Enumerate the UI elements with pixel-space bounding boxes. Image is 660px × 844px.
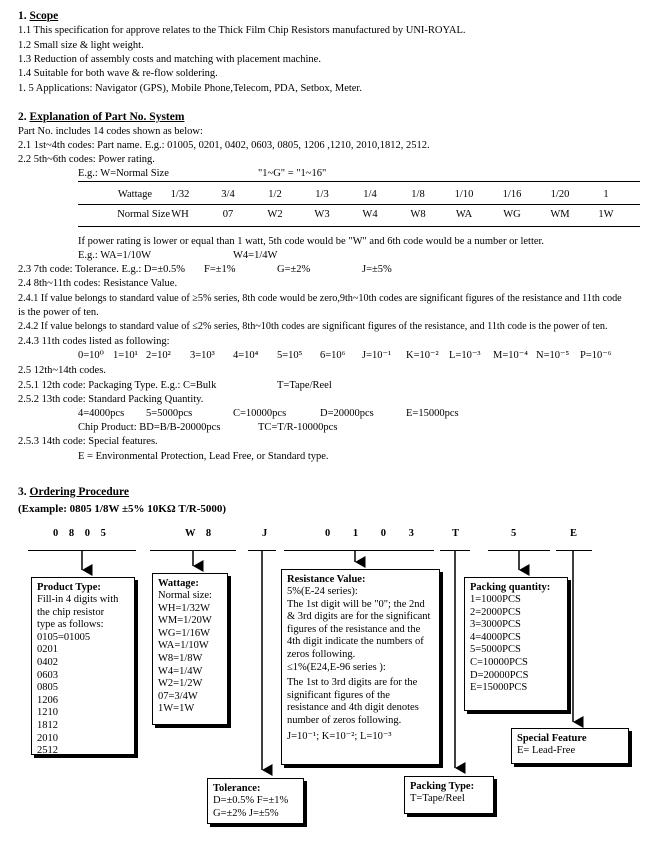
box-title: Wattage: [158, 578, 199, 589]
tolerance-box [207, 778, 304, 824]
line-2-4-2: 2.4.2 If value belongs to standard value of ≤2% series, 8th~10th codes are significant figures of the resistance, and 11th code is the power of ten. [18, 321, 608, 332]
pack-qty: D=20000pcs [320, 408, 374, 419]
ordering-example: (Example: 0805 1/8W ±5% 10KΩ T/R-5000) [18, 503, 227, 515]
box-line: 2010 [37, 732, 58, 744]
box-line: 1W=1W [158, 703, 195, 715]
power-code: N=10⁻⁵ [536, 350, 570, 361]
box-line: 1812 [37, 719, 58, 731]
power-code: 5=10⁵ [277, 350, 303, 361]
section-title: Scope [29, 10, 59, 22]
scope-line-2: 1.2 Small size & light weight. [18, 40, 144, 51]
box-line: WH=1/32W [158, 602, 210, 614]
box-line: 1206 [37, 694, 58, 706]
power-code: M=10⁻⁴ [493, 350, 528, 361]
scope-line-3: 1.3 Reduction of assembly costs and matching with placement machine. [18, 54, 321, 65]
power-code: 3=10³ [190, 350, 215, 361]
line-2-4-3: 2.4.3 11th codes listed as following: [18, 336, 170, 347]
section-number: 2. [18, 111, 27, 123]
box-line: D=20000PCS [470, 669, 529, 681]
tolerance-g: G=±2% [277, 264, 311, 275]
box-line: number of zeros following. [287, 714, 402, 726]
box-line: & 3rd digits are for the significant [287, 611, 431, 623]
line-2-5-2: 2.5.2 13th code: Standard Packing Quantity. [18, 394, 204, 405]
box-line: significant figures of the [287, 689, 390, 701]
pack-qty: 4=4000pcs [78, 408, 125, 419]
product-type-box [31, 577, 135, 755]
line-2-5-1b: T=Tape/Reel [277, 380, 332, 391]
line-2-1: 2.1 1st~4th codes: Part name. E.g.: 01005, 0201, 0402, 0603, 0805, 1206 ,1210, 2010,1812, 2512. [18, 140, 430, 151]
box-line: Normal size: [158, 590, 212, 601]
section-number: 3. [18, 486, 27, 498]
table-cell: WM [550, 208, 570, 220]
box-line: T=Tape/Reel [410, 793, 465, 804]
box-line: zeros following. [287, 648, 356, 660]
box-line: the chip resistor [37, 606, 105, 618]
code-packing-type: T [452, 528, 464, 539]
resistance-box [281, 569, 440, 765]
power-eg-1: E.g.: WA=1/10W [78, 250, 152, 261]
power-code: 0=10⁰ [78, 350, 104, 361]
box-title: Packing quantity: [470, 582, 551, 593]
box-line: The 1st digit will be "0"; the 2nd [287, 598, 425, 610]
section-number: 1. [18, 10, 27, 22]
power-eg-2: W4=1/4W [233, 250, 278, 261]
box-line: 2512 [37, 745, 58, 757]
line-2-4-1a: 2.4.1 If value belongs to standard value of ≥5% series, 8th code would be zero,9th~10th codes are significant figures of the resistance and 11th code [18, 293, 622, 304]
box-line: W2=1/2W [158, 678, 203, 690]
wattage-box [152, 573, 228, 725]
table-cell: W4 [362, 208, 378, 220]
pack-qty: 5=5000pcs [146, 408, 193, 419]
pack-qty: E=15000pcs [406, 408, 459, 419]
table-cell: W3 [314, 208, 330, 220]
table-cell: 1/20 [550, 188, 570, 200]
line-2-4: 2.4 8th~11th codes: Resistance Value. [18, 278, 178, 289]
scope-line-5: 1. 5 Applications: Navigator (GPS), Mobile Phone,Telecom, PDA, Setbox, Meter. [18, 83, 362, 94]
table-cell: W8 [410, 208, 426, 220]
table-cell: 1/2 [268, 188, 282, 200]
scope-line-4: 1.4 Suitable for both wave & re-flow soldering. [18, 68, 218, 79]
chip-product: Chip Product: BD=B/B-20000pcs [78, 422, 221, 433]
box-line: figures of the resistance and the [287, 623, 421, 635]
box-line: D=±0.5% F=±1% [213, 795, 289, 806]
code-tolerance: J [262, 528, 272, 539]
special-feature-box [511, 728, 629, 764]
box-line: 0603 [37, 669, 58, 681]
box-line: 5=5000PCS [470, 644, 521, 656]
line-2-2: 2.2 5th~6th codes: Power rating. [18, 154, 155, 165]
box-line: type as follows: [37, 619, 104, 631]
table-cell: 1/4 [363, 188, 377, 200]
code-wattage: W 8 [185, 528, 216, 539]
pack-qty: C=10000pcs [233, 408, 287, 419]
box-line: 0805 [37, 682, 58, 694]
box-line: 4th digit indicate the numbers of [287, 636, 424, 648]
box-line: 2=2000PCS [470, 606, 521, 618]
table-cell: 3/4 [221, 188, 235, 200]
power-code: J=10⁻¹ [362, 350, 392, 361]
table-cell: 1W [598, 208, 614, 220]
box-line: Fill-in 4 digits with [37, 594, 119, 605]
box-title: Resistance Value: [287, 574, 366, 585]
line-2-4-1b: is the power of ten. [18, 307, 99, 318]
box-line: W8=1/8W [158, 652, 203, 664]
box-line: 1=1000PCS [470, 594, 521, 605]
table-cell: 1 [603, 188, 609, 200]
box-line: E= Lead-Free [517, 745, 576, 756]
code-resistance: 0 1 0 3 [325, 528, 424, 539]
scope-line-1: 1.1 This specification for approve relates to the Thick Film Chip Resistors manufactured by UNI-ROYAL. [18, 25, 466, 36]
power-code: 2=10² [146, 350, 171, 361]
chip-product-tc: TC=T/R-10000pcs [258, 422, 338, 433]
power-code: 4=10⁴ [233, 350, 259, 361]
line-2-5: 2.5 12th~14th codes. [18, 365, 106, 376]
table-cell: 1/3 [315, 188, 329, 200]
box-line: C=10000PCS [470, 656, 528, 668]
box-line: 4=4000PCS [470, 631, 521, 643]
box-title: Special Feature [517, 733, 587, 744]
power-code: 6=10⁶ [320, 350, 346, 361]
box-line: ≤1%(E24,E-96 series ): [287, 661, 386, 673]
power-code: L=10⁻³ [449, 350, 481, 361]
box-line: 1210 [37, 707, 58, 719]
box-line: 0402 [37, 656, 58, 668]
table-cell: 1/32 [170, 188, 190, 200]
box-line: 07=3/4W [158, 690, 198, 702]
table-cell: 1/10 [454, 188, 474, 200]
partno-intro: Part No. includes 14 codes shown as below: [18, 126, 203, 137]
table-cell: 1/8 [411, 188, 425, 200]
box-line: W4=1/4W [158, 665, 203, 677]
box-line: WM=1/20W [158, 615, 212, 627]
box-line: resistance and 4th digit denotes [287, 702, 419, 714]
code-packing-qty: 5 [511, 528, 521, 539]
power-code: P=10⁻⁶ [580, 350, 612, 361]
line-2-5-1: 2.5.1 12th code: Packaging Type. E.g.: C=Bulk [18, 380, 217, 391]
tolerance-line: 2.3 7th code: Tolerance. E.g.: D=±0.5% [18, 264, 186, 275]
tolerance-j: J=±5% [362, 264, 392, 275]
box-line: 0201 [37, 644, 58, 656]
box-line: WG=1/16W [158, 627, 210, 639]
box-line: E=15000PCS [470, 682, 528, 694]
table-cell: WA [455, 208, 473, 220]
table-cell: WH [171, 208, 189, 220]
code-special: E [570, 528, 582, 539]
power-code: K=10⁻² [406, 350, 439, 361]
box-line: 5%(E-24 series): [287, 586, 358, 597]
tolerance-f: F=±1% [204, 264, 236, 275]
box-title: Product Type: [37, 582, 101, 593]
eg-note: "1~G" = "1~16" [258, 168, 327, 179]
table-cell: WG [503, 208, 521, 220]
section-title: Explanation of Part No. System [29, 111, 185, 123]
box-title: Packing Type: [410, 781, 475, 792]
packing-quantity-box [464, 577, 568, 711]
section-title: Ordering Procedure [29, 486, 130, 498]
power-note: If power rating is lower or equal than 1 watt, 5th code would be "W" and 6th code would be a number or letter. [78, 236, 545, 247]
table-cell: 1/16 [502, 188, 522, 200]
box-line: J=10⁻¹; K=10⁻²; L=10⁻³ [287, 730, 392, 742]
power-code: 1=10¹ [113, 350, 138, 361]
eg-normal-size: E.g.: W=Normal Size [78, 168, 169, 179]
line-2-5-3: 2.5.3 14th code: Special features. [18, 436, 158, 447]
table-cell: 07 [222, 208, 234, 220]
box-line: WA=1/10W [158, 640, 209, 652]
box-line: The 1st to 3rd digits are for the [287, 677, 418, 689]
packing-type-box [404, 776, 494, 814]
box-title: Tolerance: [213, 783, 261, 794]
box-line: 3=3000PCS [470, 619, 521, 631]
table-cell: W2 [267, 208, 283, 220]
line-2-5-3b: E = Environmental Protection, Lead Free, or Standard type. [78, 451, 329, 462]
table-cell: Normal Size [117, 208, 170, 220]
table-cell: Wattage [117, 188, 153, 200]
box-line: G=±2% J=±5% [213, 807, 279, 819]
box-line: 0105=01005 [37, 631, 91, 643]
code-part-name: 0 8 0 5 [53, 528, 110, 539]
